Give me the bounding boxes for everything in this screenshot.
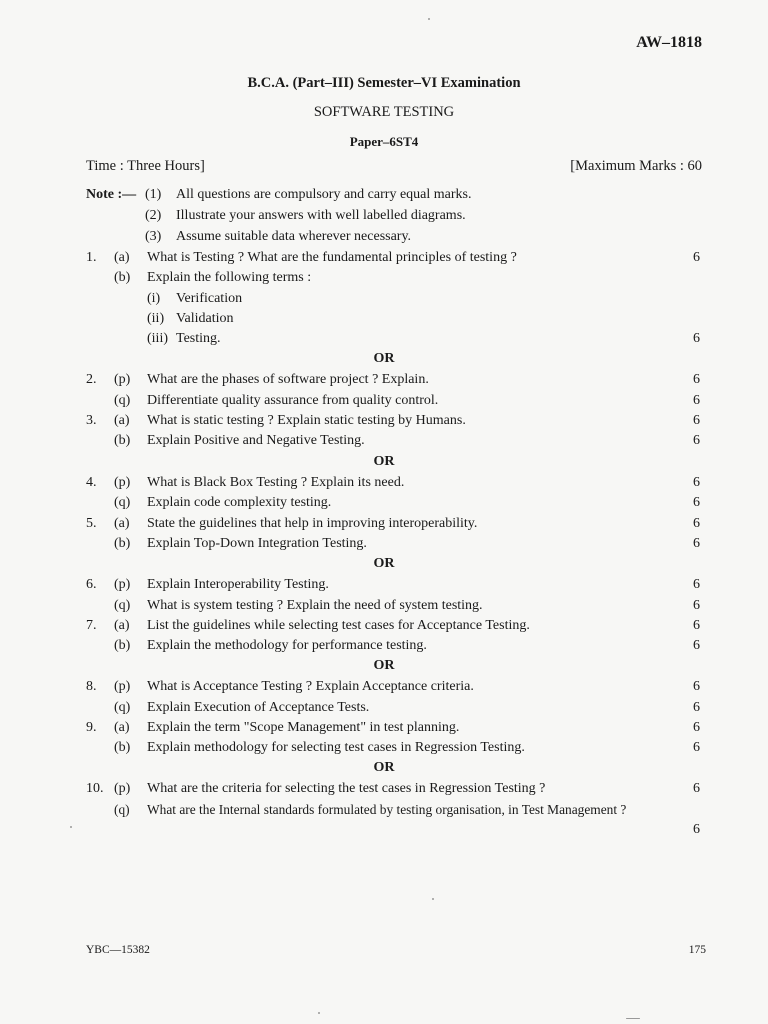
- subquestion-label: (a): [114, 618, 130, 633]
- note-line-2: [0, 208, 768, 228]
- subject-title: SOFTWARE TESTING: [313, 104, 455, 120]
- subquestion-label: (q): [114, 700, 131, 715]
- question-text: Explain Execution of Acceptance Tests.: [147, 700, 370, 715]
- question-9b: [0, 740, 768, 760]
- question-number: 5.: [86, 516, 97, 531]
- scan-speck: [318, 1012, 320, 1014]
- question-5b: [0, 536, 768, 556]
- subquestion-label: (a): [114, 413, 130, 428]
- subquestion-label: (q): [114, 598, 131, 613]
- question-7b: [0, 638, 768, 658]
- question-1b-iii: [0, 331, 768, 351]
- scan-speck: [626, 1018, 640, 1019]
- question-marks: 6: [693, 781, 700, 796]
- item-text: Validation: [176, 311, 234, 326]
- question-marks: 6: [693, 433, 700, 448]
- or-divider: [0, 351, 768, 371]
- question-10q: [0, 802, 768, 822]
- subquestion-label: (p): [114, 475, 131, 490]
- question-8p: [0, 679, 768, 699]
- question-text: Explain Positive and Negative Testing.: [147, 433, 365, 448]
- question-7a: [0, 618, 768, 638]
- question-text: What are the Internal standards formulated by testing organisation, in Test Management ?: [147, 802, 627, 817]
- exam-title: B.C.A. (Part–III) Semester–VI Examination: [247, 75, 521, 91]
- question-number: 8.: [86, 679, 97, 694]
- question-text: What is Testing ? What are the fundamental principles of testing ?: [147, 250, 517, 265]
- item-number: (iii): [147, 331, 168, 346]
- question-text: State the guidelines that help in improving interoperability.: [147, 516, 478, 531]
- note-number: (1): [145, 187, 162, 202]
- question-number: 7.: [86, 618, 97, 633]
- or-divider: [0, 658, 768, 678]
- note-number: (2): [145, 208, 162, 223]
- subquestion-label: (a): [114, 720, 130, 735]
- time-allowed: Time : Three Hours]: [86, 158, 205, 174]
- question-1b: [0, 270, 768, 290]
- question-number: 2.: [86, 372, 97, 387]
- subquestion-label: (a): [114, 516, 130, 531]
- question-6q: [0, 598, 768, 618]
- question-number: 9.: [86, 720, 97, 735]
- or-label: OR: [373, 658, 395, 673]
- page-number: 175: [688, 944, 706, 956]
- note-number: (3): [145, 229, 162, 244]
- note-label: Note :—: [86, 187, 137, 202]
- subquestion-label: (q): [114, 802, 130, 817]
- subquestion-label: (p): [114, 372, 131, 387]
- footer-code: YBC—15382: [86, 944, 150, 956]
- subquestion-label: (p): [114, 577, 131, 592]
- question-marks: 6: [693, 250, 700, 265]
- question-number: 3.: [86, 413, 97, 428]
- question-3a: [0, 413, 768, 433]
- question-marks: 6: [693, 598, 700, 613]
- question-marks: 6: [693, 618, 700, 633]
- question-10q-marks-line: [0, 822, 768, 842]
- paper-code: AW–1818: [636, 34, 702, 51]
- question-number: 4.: [86, 475, 97, 490]
- question-text: What is Black Box Testing ? Explain its need.: [147, 475, 405, 490]
- or-divider: [0, 760, 768, 780]
- item-text: Testing.: [176, 331, 221, 346]
- question-1b-i: [0, 291, 768, 311]
- question-9a: [0, 720, 768, 740]
- subquestion-label: (b): [114, 536, 131, 551]
- or-label: OR: [373, 760, 395, 775]
- question-2p: [0, 372, 768, 392]
- question-5a: [0, 516, 768, 536]
- note-text: All questions are compulsory and carry equal marks.: [176, 187, 472, 202]
- question-marks: 6: [693, 372, 700, 387]
- note-line-3: [0, 229, 768, 249]
- question-marks: 6: [693, 516, 700, 531]
- paper-number: Paper–6ST4: [349, 134, 419, 149]
- question-4q: [0, 495, 768, 515]
- scan-speck: [70, 826, 72, 828]
- scan-speck: [428, 18, 430, 20]
- question-text: Explain code complexity testing.: [147, 495, 332, 510]
- question-marks: 6: [693, 700, 700, 715]
- or-label: OR: [373, 556, 395, 571]
- note-text: Illustrate your answers with well labelled diagrams.: [176, 208, 466, 223]
- question-10p: [0, 781, 768, 801]
- question-text: What are the criteria for selecting the test cases in Regression Testing ?: [147, 781, 546, 796]
- question-marks: 6: [693, 536, 700, 551]
- subquestion-label: (b): [114, 740, 131, 755]
- question-6p: [0, 577, 768, 597]
- question-marks: 6: [693, 495, 700, 510]
- subquestion-label: (q): [114, 393, 131, 408]
- scan-speck: [432, 898, 434, 900]
- subquestion-label: (b): [114, 270, 131, 285]
- subquestion-label: (p): [114, 679, 131, 694]
- question-marks: 6: [693, 679, 700, 694]
- question-3b: [0, 433, 768, 453]
- question-text: What is static testing ? Explain static testing by Humans.: [147, 413, 466, 428]
- question-marks: 6: [693, 577, 700, 592]
- question-text: What is system testing ? Explain the need of system testing.: [147, 598, 483, 613]
- question-text: Explain Interoperability Testing.: [147, 577, 329, 592]
- subquestion-label: (q): [114, 495, 131, 510]
- question-text: What are the phases of software project ? Explain.: [147, 372, 429, 387]
- question-text: Explain the methodology for performance testing.: [147, 638, 427, 653]
- question-8q: [0, 700, 768, 720]
- question-marks: 6: [693, 475, 700, 490]
- subquestion-label: (b): [114, 638, 131, 653]
- question-number: 10.: [86, 781, 104, 796]
- question-marks: 6: [693, 720, 700, 735]
- item-number: (ii): [147, 311, 165, 326]
- question-marks: 6: [693, 740, 700, 755]
- question-text: Differentiate quality assurance from quality control.: [147, 393, 439, 408]
- question-marks: 6: [693, 638, 700, 653]
- question-4p: [0, 475, 768, 495]
- question-1a: [0, 250, 768, 270]
- or-label: OR: [373, 351, 395, 366]
- or-divider: [0, 556, 768, 576]
- note-text: Assume suitable data wherever necessary.: [176, 229, 412, 244]
- question-text: What is Acceptance Testing ? Explain Acceptance criteria.: [147, 679, 474, 694]
- question-text: Explain Top-Down Integration Testing.: [147, 536, 367, 551]
- question-marks: 6: [693, 331, 700, 346]
- question-marks: 6: [693, 822, 700, 837]
- question-text: Explain methodology for selecting test cases in Regression Testing.: [147, 740, 525, 755]
- question-2q: [0, 393, 768, 413]
- note-line-1: [0, 187, 768, 207]
- or-label: OR: [373, 454, 395, 469]
- subquestion-label: (b): [114, 433, 131, 448]
- question-number: 1.: [86, 250, 97, 265]
- question-marks: 6: [693, 393, 700, 408]
- subquestion-label: (p): [114, 781, 131, 796]
- question-1b-ii: [0, 311, 768, 331]
- question-text: Explain the term "Scope Management" in test planning.: [147, 720, 460, 735]
- item-text: Verification: [176, 291, 243, 306]
- item-number: (i): [147, 291, 161, 306]
- question-text: Explain the following terms :: [147, 270, 312, 285]
- maximum-marks: [Maximum Marks : 60: [570, 158, 702, 174]
- question-number: 6.: [86, 577, 97, 592]
- question-marks: 6: [693, 413, 700, 428]
- question-text: List the guidelines while selecting test cases for Acceptance Testing.: [147, 618, 530, 633]
- subquestion-label: (a): [114, 250, 130, 265]
- or-divider: [0, 454, 768, 474]
